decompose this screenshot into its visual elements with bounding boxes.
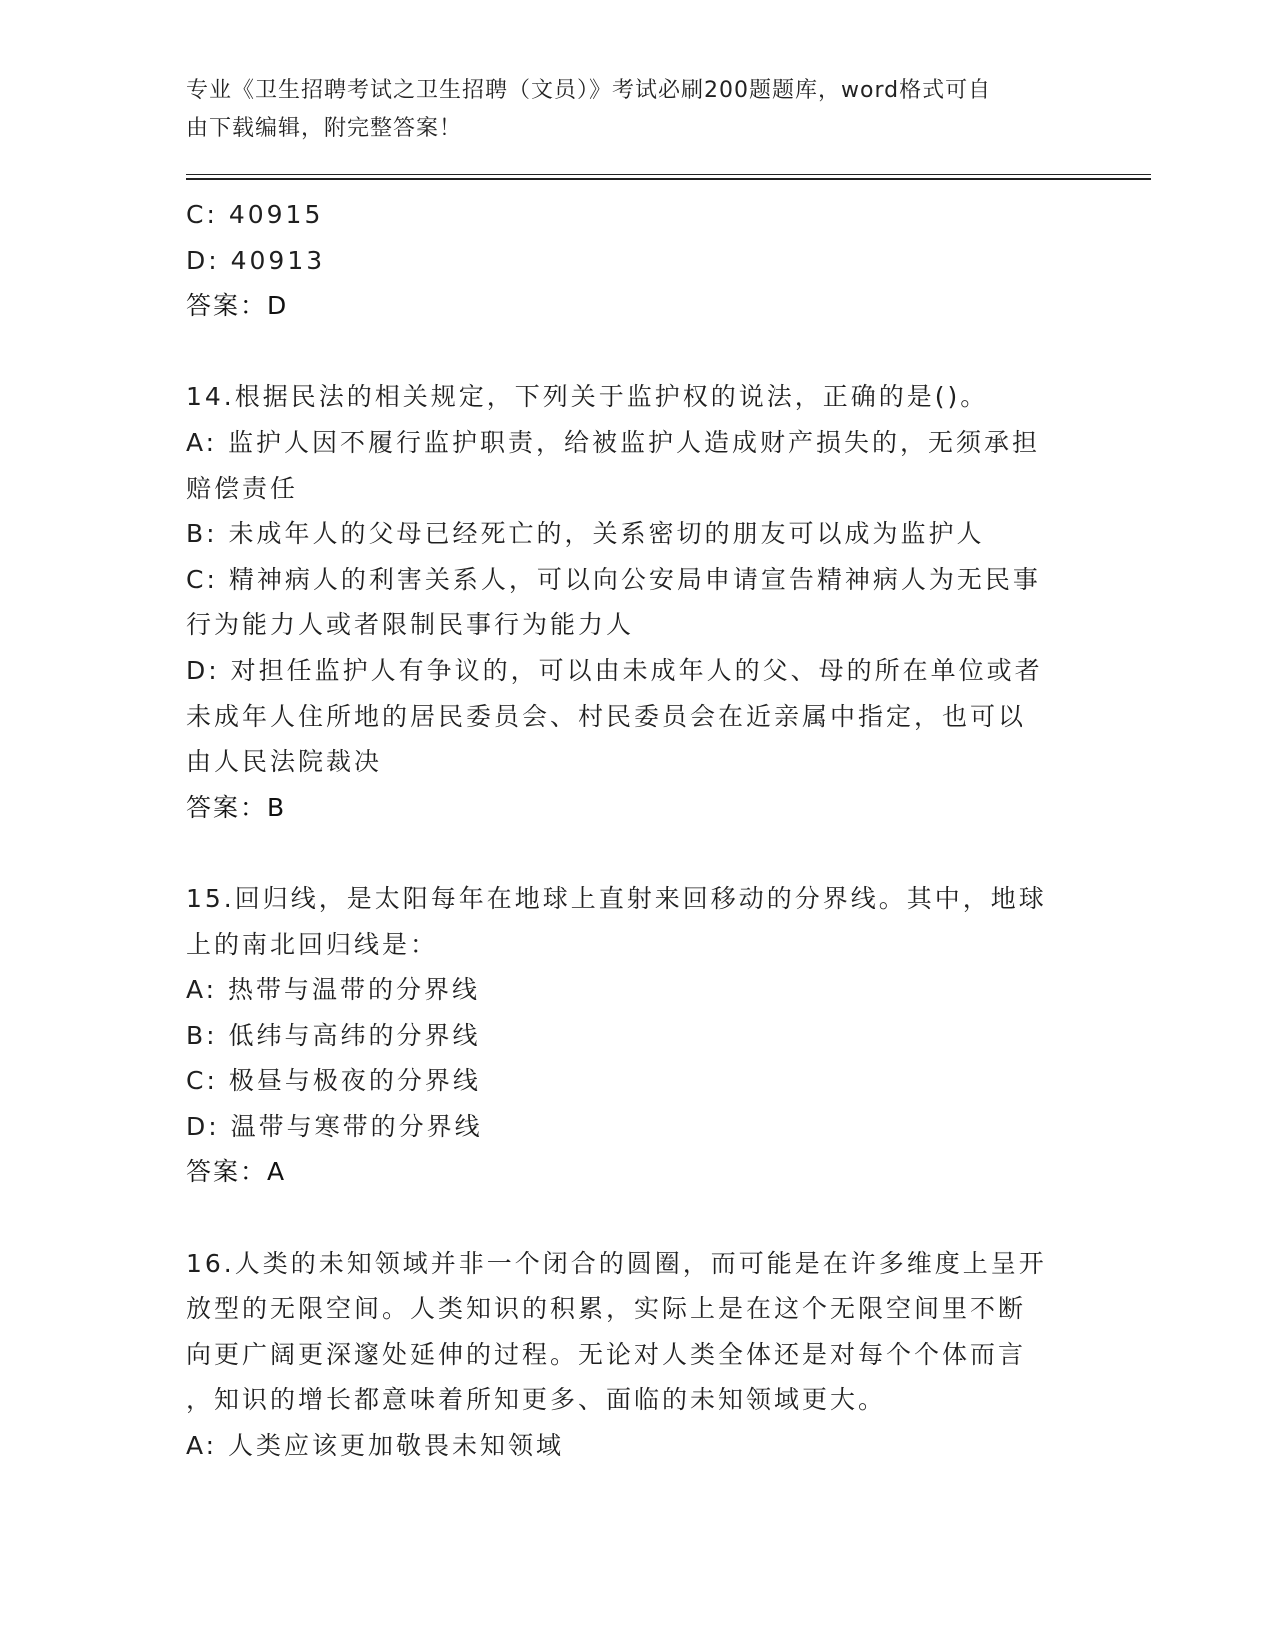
q14-option-b: B: 未成年人的父母已经死亡的，关系密切的朋友可以成为监护人 [186, 519, 985, 549]
q15-option-b: B: 低纬与高纬的分界线 [186, 1020, 481, 1050]
q14-option-d-line-3: 由人民法院裁决 [186, 747, 383, 777]
spacer [186, 830, 1066, 876]
q16-stem-line-3: 向更广阔更深邃处延伸的过程。无论对人类全体还是对每个个体而言 [186, 1339, 1027, 1369]
q13-option-c: C: 40915 [186, 200, 324, 229]
q14-option-d-line-1: D: 对担任监护人有争议的，可以由未成年人的父、母的所在单位或者 [186, 655, 1043, 685]
q15-option-a: A: 热带与温带的分界线 [186, 975, 481, 1005]
q14-option-c-line-2: 行为能力人或者限制民事行为能力人 [186, 610, 635, 640]
question-list [186, 192, 1066, 1469]
q14-option-c-line-1: C: 精神病人的利害关系人，可以向公安局申请宣告精神病人为无民事 [186, 564, 1041, 594]
q14-stem: 14.根据民法的相关规定，下列关于监护权的说法，正确的是()。 [186, 382, 989, 412]
spacer [186, 1195, 1066, 1241]
q14-answer: 答案：B [186, 792, 287, 822]
q16-stem-line-4: ，知识的增长都意味着所知更多、面临的未知领域更大。 [186, 1385, 887, 1415]
q16-stem-line-2: 放型的无限空间。人类知识的积累，实际上是在这个无限空间里不断 [186, 1294, 1027, 1324]
q13-option-d: D: 40913 [186, 245, 326, 275]
header-line-2: 由下载编辑，附完整答案！ [186, 116, 463, 141]
q14-option-d-line-2: 未成年人住所地的居民委员会、村民委员会在近亲属中指定，也可以 [186, 701, 1027, 731]
q16-stem-line-1: 16.人类的未知领域并非一个闭合的圆圈，而可能是在许多维度上呈开 [186, 1248, 1047, 1278]
q15-stem-line-2: 上的南北回归线是： [186, 929, 439, 959]
header-divider-thick [186, 178, 1151, 180]
header-line-1: 专业《卫生招聘考试之卫生招聘（文员）》考试必刷200题题库，word格式可自 [186, 78, 992, 103]
spacer [186, 329, 1066, 375]
q15-answer: 答案：A [186, 1157, 287, 1187]
header-divider-thin [186, 174, 1151, 175]
q15-stem-line-1: 15.回归线，是太阳每年在地球上直射来回移动的分界线。其中，地球 [186, 883, 1047, 913]
document-header [186, 72, 1066, 148]
q15-option-c: C: 极昼与极夜的分界线 [186, 1066, 481, 1096]
q16-option-a: A: 人类应该更加敬畏未知领域 [186, 1431, 565, 1461]
q14-option-a-line-2: 赔偿责任 [186, 473, 299, 503]
q14-option-a-line-1: A: 监护人因不履行监护职责，给被监护人造成财产损失的，无须承担 [186, 427, 1041, 457]
q13-answer: 答案：D [186, 291, 289, 321]
q15-option-d: D: 温带与寒带的分界线 [186, 1111, 483, 1141]
